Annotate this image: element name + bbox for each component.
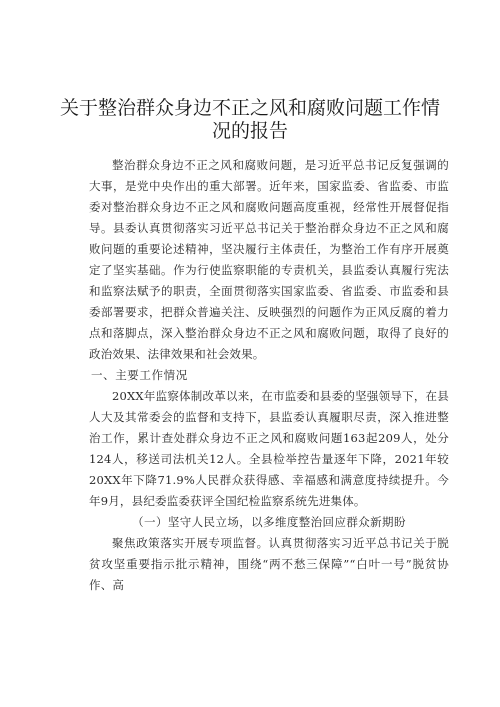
document-title-line1: 关于整治群众身边不正之风和腐败问题工作情 [59,97,440,119]
section1-paragraph: 20XX年监察体制改革以来，在市监委和县委的坚强领导下，在县人大及其常委会的监督和支持下，县监委认真履职尽责，深入推进整治工作，累计查处群众身边不正之风和腐败问题163起209人，处分124人，移送司法机关12人。全县检举控告量逐年下降，2021年较20XX年下降71.9%人民群众获得感、幸福感和满意度持续提升。今年9月，县纪委监委获评全国纪检监察系统先进集体。 [89,389,449,508]
subsection1-heading: （一）坚守人民立场，以多维度整治回应群众新期盼 [132,515,406,529]
document-title-line2: 况的报告 [211,120,288,142]
section1-heading: 一、主要工作情况 [91,368,188,382]
intro-paragraph: 整治群众身边不正之风和腐败问题，是习近平总书记反复强调的大事，是党中央作出的重大部署。近年来，国家监委、省监委、市监委对整治群众身边不正之风和腐败问题高度重视，经常性开展督促指导。县委认真贯彻落实习近平总书记关于整治群众身边不正之风和腐败问题的重要论述精神，坚决履行主体责任，为整治工作有序开展奠定了坚实基础。作为行使监察职能的专责机关，县监委认真履行宪法和监察法赋予的职责，全面贯彻落实国家监委、省监委、市监委和县委部署要求，把群众普遍关注、反映强烈的问题作为正风反腐的着力点和落脚点，深入整治群众身边不正之风和腐败问题，取得了良好的政治效果、法律效果和社会效果。 [89,158,449,361]
subsection1-paragraph: 聚焦政策落实开展专项监督。认真贯彻落实习近平总书记关于脱贫攻坚重要指示批示精神，围绕“两不愁三保障”“白叶一号”脱贫协作、高 [89,536,449,592]
document-body [89,155,449,596]
